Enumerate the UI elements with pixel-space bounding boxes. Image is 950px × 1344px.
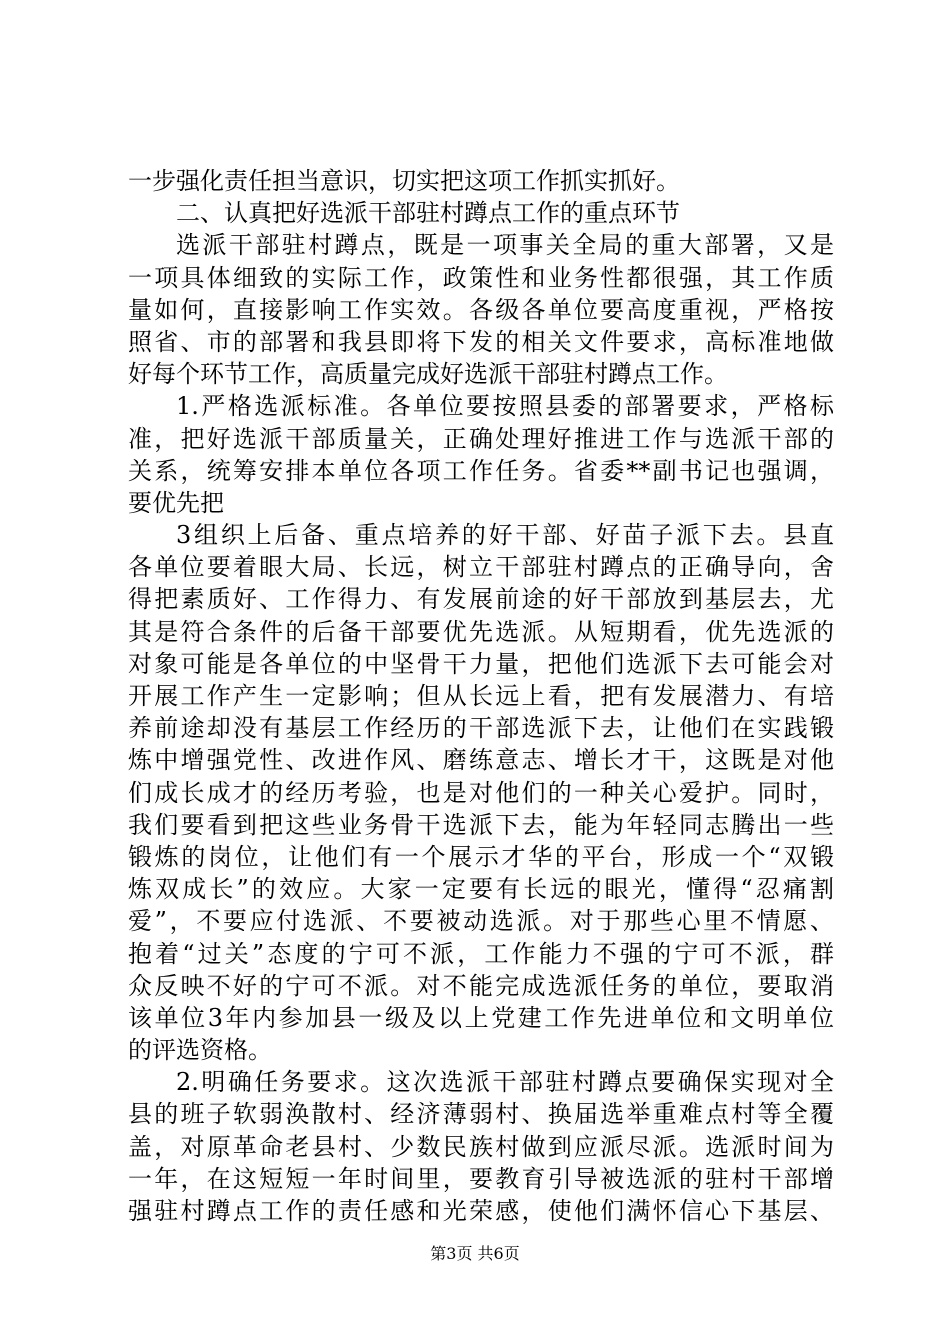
text-line: 得把素质好、工作得力、有发展前途的好干部放到基层去，尤: [128, 585, 834, 614]
text-line: 抱着“过关”态度的宁可不派，工作能力不强的宁可不派，群: [128, 939, 834, 968]
text-line: 一项具体细致的实际工作，政策性和业务性都很强，其工作质: [128, 263, 834, 292]
text-line: 县的班子软弱涣散村、经济薄弱村、换届选举重难点村等全覆: [128, 1100, 834, 1129]
text-line: 一年，在这短短一年时间里，要教育引导被选派的驻村干部增: [128, 1164, 834, 1193]
text-line: 炼双成长”的效应。大家一定要有长远的眼光，懂得“忍痛割: [128, 875, 834, 904]
text-line: 准，把好选派干部质量关，正确处理好推进工作与选派干部的: [128, 424, 834, 453]
text-line: 各单位要着眼大局、长远，树立干部驻村蹲点的正确导向，舍: [128, 553, 834, 582]
text-line: 其是符合条件的后备干部要优先选派。从短期看，优先选派的: [128, 617, 834, 646]
text-line: 们成长成才的经历考验，也是对他们的一种关心爱护。同时，: [128, 778, 834, 807]
text-line: 选派干部驻村蹲点，既是一项事关全局的重大部署，又是: [176, 231, 834, 260]
text-line: 好每个环节工作，高质量完成好选派干部驻村蹲点工作。: [128, 360, 728, 389]
text-line: 锻炼的岗位，让他们有一个展示才华的平台，形成一个“双锻: [128, 842, 834, 871]
text-line: 1.严格选派标准。各单位要按照县委的部署要求，严格标: [176, 392, 834, 421]
text-line: 爱”，不要应付选派、不要被动选派。对于那些心里不情愿、: [128, 907, 834, 936]
text-line: 我们要看到把这些业务骨干选派下去，能为年轻同志腾出一些: [128, 810, 834, 839]
text-line: 一步强化责任担当意识，切实把这项工作抓实抓好。: [128, 167, 680, 195]
text-line: 对象可能是各单位的中坚骨干力量，把他们选派下去可能会对: [128, 649, 834, 678]
text-line: 照省、市的部署和我县即将下发的相关文件要求，高标准地做: [128, 327, 834, 356]
text-line: 量如何，直接影响工作实效。各级各单位要高度重视，严格按: [128, 295, 834, 324]
text-line: 开展工作产生一定影响；但从长远上看，把有发展潜力、有培: [128, 682, 834, 710]
text-line: 的评选资格。: [128, 1036, 272, 1065]
text-line: 2.明确任务要求。这次选派干部驻村蹲点要确保实现对全: [176, 1068, 834, 1097]
text-line: 众反映不好的宁可不派。对不能完成选派任务的单位，要取消: [128, 971, 834, 1000]
text-line: 该单位3年内参加县一级及以上党建工作先进单位和文明单位: [128, 1003, 834, 1032]
text-line: 盖，对原革命老县村、少数民族村做到应派尽派。选派时间为: [128, 1132, 834, 1161]
document-body: [128, 165, 834, 1227]
text-line: 要优先把: [128, 488, 224, 517]
text-line: 养前途却没有基层工作经历的干部选派下去，让他们在实践锻: [128, 714, 834, 743]
text-line: 关系，统筹安排本单位各项工作任务。省委**副书记也强调，: [128, 456, 834, 485]
text-line: 炼中增强党性、改进作风、磨练意志、增长才干，这既是对他: [128, 746, 834, 775]
page-footer: 第3页 共6页: [430, 1244, 520, 1263]
text-line: 强驻村蹲点工作的责任感和光荣感，使他们满怀信心下基层、: [128, 1197, 834, 1225]
text-line: 3组织上后备、重点培养的好干部、好苗子派下去。县直: [176, 521, 834, 550]
text-line: 二、认真把好选派干部驻村蹲点工作的重点环节: [176, 199, 680, 228]
